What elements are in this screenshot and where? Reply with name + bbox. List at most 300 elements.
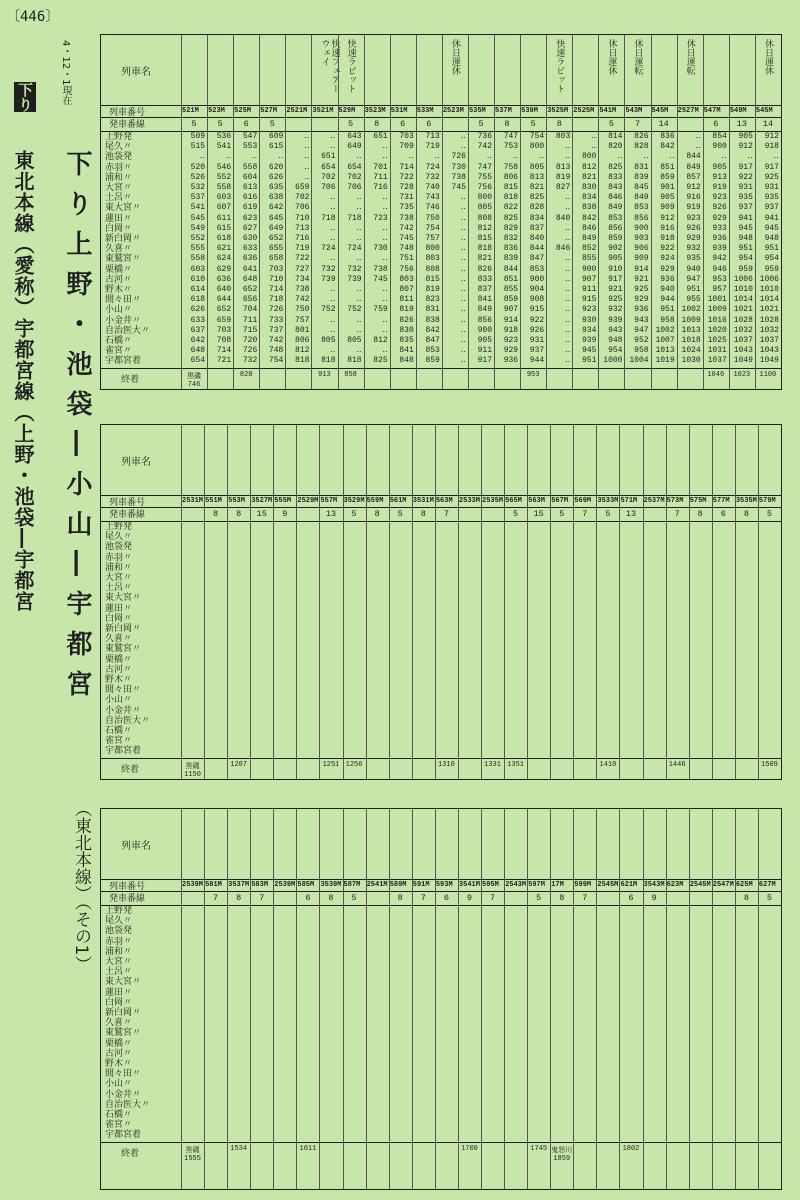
time-cell: 916 [686,193,701,203]
station-name: 上野発 [105,522,133,532]
time-cell: 933 [712,223,727,233]
column-rule [412,425,413,779]
terminal-time: 1046 [707,370,725,379]
time-cell: 609 [268,132,284,141]
time-cell: 944 [529,356,545,366]
train-number: 623M [666,881,684,889]
train-number: 2527M [677,107,699,115]
time-cell: 914 [503,315,519,325]
time-cell: 815 [503,183,519,193]
time-cell: ‥ [356,315,362,325]
time-cell: 719 [295,244,310,254]
time-cell: 747 [503,132,519,141]
header-rule [101,879,781,880]
time-cell: ‥ [460,346,466,356]
time-cell: ‥ [460,305,466,315]
time-cell: ‥ [356,152,362,162]
time-cell: 754 [268,356,284,366]
time-cell: 713 [425,132,440,141]
time-cell: ‥ [460,132,466,141]
time-cell: 735 [399,203,414,213]
column-rule [481,425,482,779]
time-cell: 800 [477,193,493,203]
train-number: 595M [482,881,499,889]
time-cell: ‥ [747,152,753,162]
station-name: 小金井〃 [105,315,142,326]
time-cell: 926 [529,325,545,335]
time-cell: 709 [399,142,414,152]
time-cell: 745 [399,234,414,244]
time-column [755,132,779,367]
column-rule [619,425,620,779]
time-cell: ‥ [460,295,466,305]
time-cell: 900 [634,223,649,233]
time-cell: 940 [686,264,701,274]
time-cell: 708 [216,336,232,346]
time-cell: 926 [712,203,727,213]
time-cell: 800 [529,142,545,152]
time-cell: 742 [295,295,310,305]
train-type-label: 快速フェアーウェイ [319,39,340,93]
track-number: 5 [605,509,611,519]
track-number: 7 [489,893,496,903]
time-cell: 811 [399,295,414,305]
time-cell: 627 [242,223,258,233]
time-cell: 604 [242,172,258,182]
time-cell: 756 [399,264,414,274]
train-type-label: 休日運休 [762,39,773,75]
time-cell: ‥ [460,285,466,295]
time-cell: 536 [216,132,232,141]
time-cell: 822 [503,203,519,213]
train-number: 3541M [458,881,480,889]
column-rule [458,809,459,1189]
station-name: 池袋発 [105,542,133,553]
time-cell: ‥ [564,234,571,244]
timetable-section-1 [100,34,782,390]
time-cell: 624 [216,254,232,264]
time-cell: 821 [529,183,545,193]
time-cell: 752 [321,305,336,315]
train-number: 563M [528,497,545,505]
time-cell: 724 [321,244,336,254]
time-cell: 855 [581,254,597,264]
time-cell: 745 [373,274,388,284]
time-cell: 951 [738,244,753,254]
time-cell: 912 [660,213,675,223]
column-rule [758,425,759,779]
time-cell: 701 [373,162,388,172]
time-cell: 715 [242,325,258,335]
time-cell: 1030 [681,356,701,366]
time-cell: 856 [608,223,623,233]
end-label: 終着 [121,764,140,775]
time-column [598,132,622,367]
train-number: 593M [435,881,453,889]
time-cell: ‥ [460,193,466,203]
track-number: 5 [191,119,197,129]
time-cell: 911 [477,346,493,356]
station-name: 小山〃 [105,305,133,316]
track-number: 6 [628,893,634,903]
time-cell: 748 [268,346,284,356]
time-cell: 706 [321,183,336,193]
time-cell: 1019 [655,356,675,366]
train-number: 3523M [364,107,386,115]
time-cell: ‥ [199,152,206,162]
time-cell: 849 [634,193,649,203]
time-cell: 936 [712,234,727,244]
track-number: 6 [720,509,726,519]
time-cell: 726 [242,346,258,356]
time-column [624,132,648,367]
track-number: 13 [736,119,747,129]
time-cell: 910 [608,264,623,274]
time-cell: ‥ [564,274,571,284]
time-cell: 718 [347,213,362,223]
time-cell: 1009 [681,315,701,325]
column-rule [227,425,228,779]
time-cell: 742 [268,336,284,346]
time-cell: 1013 [681,325,701,335]
header-rule [101,521,781,522]
time-cell: 841 [477,295,493,305]
time-cell: 1004 [629,356,649,366]
time-cell: 714 [399,162,414,172]
terminal-time: 1251 [322,760,340,769]
time-cell: ‥ [356,234,362,244]
train-number: 2531M [182,497,204,505]
time-cell: 855 [503,285,519,295]
time-cell: 1028 [759,315,779,325]
time-cell: 853 [634,203,649,213]
time-cell: ‥ [382,223,388,233]
train-number: 3531M [412,497,434,505]
time-cell: ‥ [460,244,466,254]
time-cell: 912 [686,183,701,193]
time-cell: 849 [686,162,701,172]
train-type-label: 快速ラビット [554,39,565,93]
time-cell: 638 [268,193,284,203]
time-cell: 615 [216,223,232,233]
time-cell: 826 [477,264,493,274]
time-cell: ‥ [564,356,571,366]
column-rule [504,425,505,779]
time-cell: 929 [712,213,727,223]
time-cell: ‥ [460,274,466,284]
station-name: 尾久〃 [105,916,133,927]
terminal-time: 鬼怒川1859 [551,1146,573,1163]
time-cell: 943 [634,315,649,325]
station-name: 雀宮〃 [105,1120,133,1131]
train-number: 527M [260,107,278,115]
time-cell: 648 [242,274,258,284]
time-cell: 953 [712,274,727,284]
track-number: 7 [582,509,588,519]
time-cell: 537 [190,193,206,203]
time-cell: 711 [373,172,388,182]
time-cell: 834 [581,193,597,203]
time-cell: 929 [660,264,675,274]
column-rule [296,809,297,1189]
time-cell: ‥ [564,142,571,152]
time-cell: 821 [477,254,493,264]
train-number: 597M [528,881,545,889]
time-cell: 1000 [603,356,623,366]
time-cell: 825 [503,213,519,223]
column-rule [643,425,644,779]
terminal-time: 黒磯1150 [184,762,201,779]
time-cell: 958 [660,315,675,325]
time-cell: 747 [477,162,493,172]
time-cell: 552 [216,172,232,182]
time-cell: 826 [399,315,414,325]
time-cell: 935 [686,254,701,264]
time-cell: 806 [295,336,310,346]
time-cell: 720 [242,336,258,346]
station-name: 浦和〃 [105,946,133,957]
train-type-label: 休日運休 [606,39,617,75]
station-name: 小山〃 [105,1079,133,1090]
station-name: 栗橋〃 [105,1038,133,1049]
time-cell: 1002 [655,325,675,335]
time-cell: 959 [738,264,753,274]
time-cell: 722 [399,172,414,182]
sub-title: （東北本線）（その1） [71,800,91,973]
time-cell: 737 [268,325,284,335]
time-cell: 903 [634,234,649,244]
time-cell: 1018 [681,336,701,346]
time-cell: 1021 [733,305,753,315]
time-column [364,132,388,367]
time-cell: 659 [216,315,232,325]
track-number: 6 [426,119,432,129]
time-cell: 923 [712,193,727,203]
time-cell: 818 [295,356,310,366]
time-cell: 917 [764,162,779,172]
time-cell: 907 [503,305,519,315]
track-number: 7 [582,893,588,903]
time-cell: 905 [738,132,753,141]
time-cell: 1013 [655,346,675,356]
station-name: 浦和〃 [105,562,133,573]
time-cell: 1049 [759,356,779,366]
station-name: 尾久〃 [105,142,133,153]
train-number: 539M [521,107,538,115]
train-number: 557M [320,497,338,505]
time-cell: ‥ [773,152,779,162]
time-cell: 924 [660,254,675,264]
track-number: 5 [766,509,772,519]
train-number: 3537M [228,881,250,889]
time-cell: 912 [764,132,779,141]
column-rule [643,809,644,1189]
time-cell: 819 [425,285,440,295]
time-cell: 633 [242,244,258,254]
track-number: 8 [743,893,749,903]
time-cell: 1006 [733,274,753,284]
track-number: 5 [536,893,542,903]
train-number: 561M [389,497,407,505]
time-cell: 853 [608,213,623,223]
time-cell: ‥ [564,152,571,162]
track-number: 8 [743,509,749,519]
time-cell: 815 [477,234,493,244]
time-cell: 753 [503,142,519,152]
track-number: 9 [282,509,288,519]
terminal-time: 1331 [484,760,501,769]
track-number: 5 [530,119,536,129]
time-cell: 719 [425,142,440,152]
train-number-label: 列車番号 [109,498,146,508]
time-cell: 751 [399,254,414,264]
column-rule [573,425,574,779]
time-cell: 614 [190,285,206,295]
time-cell: 918 [503,325,519,335]
train-number: 549M [729,107,747,115]
station-name: 東大宮〃 [105,203,142,214]
terminal-time: 黒磯1555 [184,1146,201,1163]
track-number: 8 [559,893,565,903]
time-cell: 825 [608,162,623,172]
time-cell: 652 [268,234,284,244]
terminal-time: 1410 [599,760,617,769]
time-cell: 738 [295,285,310,295]
column-rule [481,809,482,1189]
time-cell: 541 [190,203,206,213]
train-number: 571M [620,497,638,505]
track-number: 8 [397,893,403,903]
time-cell: 815 [425,274,440,284]
time-column [546,132,570,367]
time-cell: 726 [268,305,284,315]
time-cell: 620 [268,162,284,172]
time-cell: ‥ [591,142,597,152]
station-name: 野木〃 [105,1059,133,1070]
time-cell: 828 [529,203,545,213]
track-number: 5 [478,119,484,129]
train-number: 3533M [597,497,619,505]
track-number: 5 [217,119,223,129]
end-rule [101,1142,781,1143]
train-number: 589M [389,881,407,889]
station-name: 蓮田〃 [105,603,133,614]
time-cell: 1010 [733,285,753,295]
train-type-label: 快速ラビット [345,39,356,93]
time-cell: 847 [529,254,545,264]
time-cell: 718 [268,295,284,305]
time-cell: 654 [347,162,362,172]
time-cell: ‥ [382,234,388,244]
column-rule [689,809,690,1189]
column-rule [296,425,297,779]
track-number: 8 [374,509,380,519]
train-number: 3539M [320,881,342,889]
end-label: 終着 [121,374,140,385]
column-rule [712,809,713,1189]
time-cell: 532 [190,183,206,193]
terminal-time: 1446 [668,760,686,769]
time-cell: 633 [190,315,206,325]
column-rule [273,809,274,1189]
time-cell: 1006 [759,274,779,284]
time-cell: 934 [581,325,597,335]
station-list [105,132,150,367]
time-cell: 545 [190,213,206,223]
station-name: 池袋発 [105,926,133,937]
station-name: 土呂〃 [105,583,133,594]
time-cell: 813 [555,162,571,172]
time-cell: 515 [190,142,206,152]
time-cell: 806 [503,172,519,182]
time-column [416,132,440,367]
station-name: 宇都宮着 [105,746,142,757]
time-cell: 847 [425,336,440,346]
time-cell: 652 [242,285,258,295]
station-name: 栗橋〃 [105,264,133,275]
time-cell: 739 [321,274,336,284]
time-cell: ‥ [382,346,388,356]
column-rule [689,425,690,779]
time-cell: ‥ [460,234,466,244]
time-cell: 819 [399,305,414,315]
time-cell: 900 [581,264,597,274]
time-cell: 923 [581,305,597,315]
time-cell: ‥ [356,203,362,213]
time-cell: 1032 [733,325,753,335]
time-cell: 832 [503,234,519,244]
time-cell: 1037 [759,336,779,346]
station-name: 東大宮〃 [105,977,142,988]
time-cell: 754 [529,132,545,141]
terminal-time: 1802 [622,1144,640,1153]
time-cell: 929 [503,346,519,356]
train-number: 579M [758,497,776,505]
terminal-time: 1509 [761,760,778,769]
time-cell: 732 [242,356,258,366]
time-cell: 844 [529,244,545,254]
time-cell: 621 [216,244,232,254]
time-cell: 818 [477,244,493,254]
train-number: 2535M [482,497,504,505]
time-cell: 732 [425,172,440,182]
time-cell: 654 [190,356,206,366]
time-cell: 1014 [759,295,779,305]
departure-track-label: 発車番線 [109,894,146,904]
time-column [233,132,257,367]
time-cell: ‥ [460,315,466,325]
time-cell: 833 [477,274,493,284]
time-cell: 958 [634,346,649,356]
time-cell: 904 [529,285,545,295]
train-number: 529M [338,107,356,115]
time-cell: 1031 [707,346,727,356]
terminal-time: 1207 [230,760,248,769]
time-cell: ‥ [382,315,388,325]
time-cell: 837 [529,223,545,233]
time-cell: 932 [686,244,701,254]
time-cell: 842 [425,325,440,335]
time-cell: 954 [608,346,623,356]
time-cell: 743 [425,193,440,203]
time-cell: 935 [738,193,753,203]
time-cell: ‥ [356,223,362,233]
column-rule [435,809,436,1189]
time-cell: 906 [634,244,649,254]
time-cell: 626 [268,172,284,182]
time-cell: 748 [399,244,414,254]
track-number: 8 [328,893,334,903]
